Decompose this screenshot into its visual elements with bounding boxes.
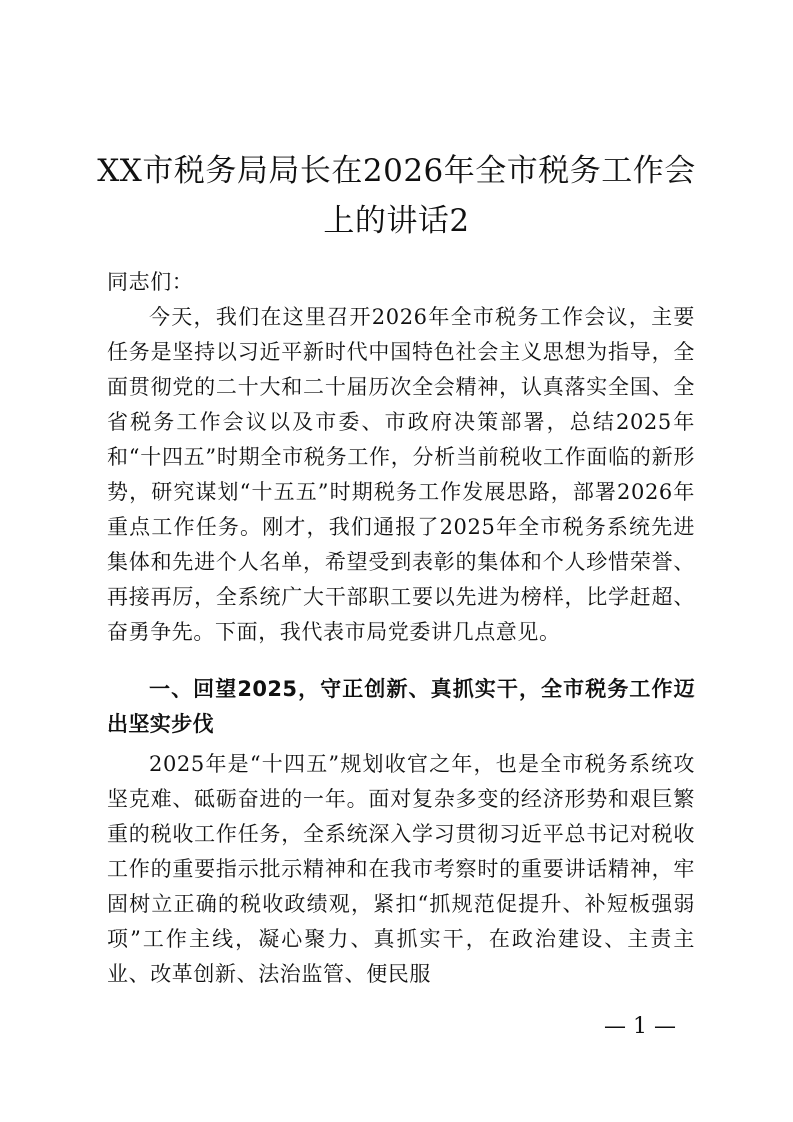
page-number: — 1 —: [604, 1014, 676, 1039]
paragraph-2: 2025年是“十四五”规划收官之年，也是全市税务系统攻坚克难、砥砺奋进的一年。面对复杂多变的经济形势和艰巨繁重的税收工作任务，全系统深入学习贯彻习近平总书记对税收工作的重要指示批示精神和在我市考察时的重要讲话精神，牢固树立正确的税收政绩观，紧扣“抓规范促提升、补短板强弱项”工作主线，凝心聚力、真抓实干，在政治建设、主责主业、改革创新、法治监管、便民服: [107, 752, 695, 986]
greeting: 同志们：: [107, 270, 194, 294]
paragraph-1: 今天，我们在这里召开2026年全市税务工作会议，主要任务是坚持以习近平新时代中国特色社会主义思想为指导，全面贯彻党的二十大和二十届历次全会精神，认真落实全国、全省税务工作会议以及市委、市政府决策部署，总结2025年和“十四五”时期全市税务工作，分析当前税收工作面临的新形势，研究谋划“十五五”时期税务工作发展思路，部署2026年重点工作任务。刚才，我们通报了2025年全市税务系统先进集体和先进个人名单，希望受到表彰的集体和个人珍惜荣誉、再接再厉，全系统广大干部职工要以先进为榜样，比学赶超、奋勇争先。下面，我代表市局党委讲几点意见。: [107, 305, 695, 644]
document-title: XX市税务局局长在2026年全市税务工作会上的讲话2: [97, 153, 696, 239]
section-heading-1: 一、回望2025，守正创新、真抓实干，全市税务工作迈出坚实步伐: [107, 677, 695, 736]
